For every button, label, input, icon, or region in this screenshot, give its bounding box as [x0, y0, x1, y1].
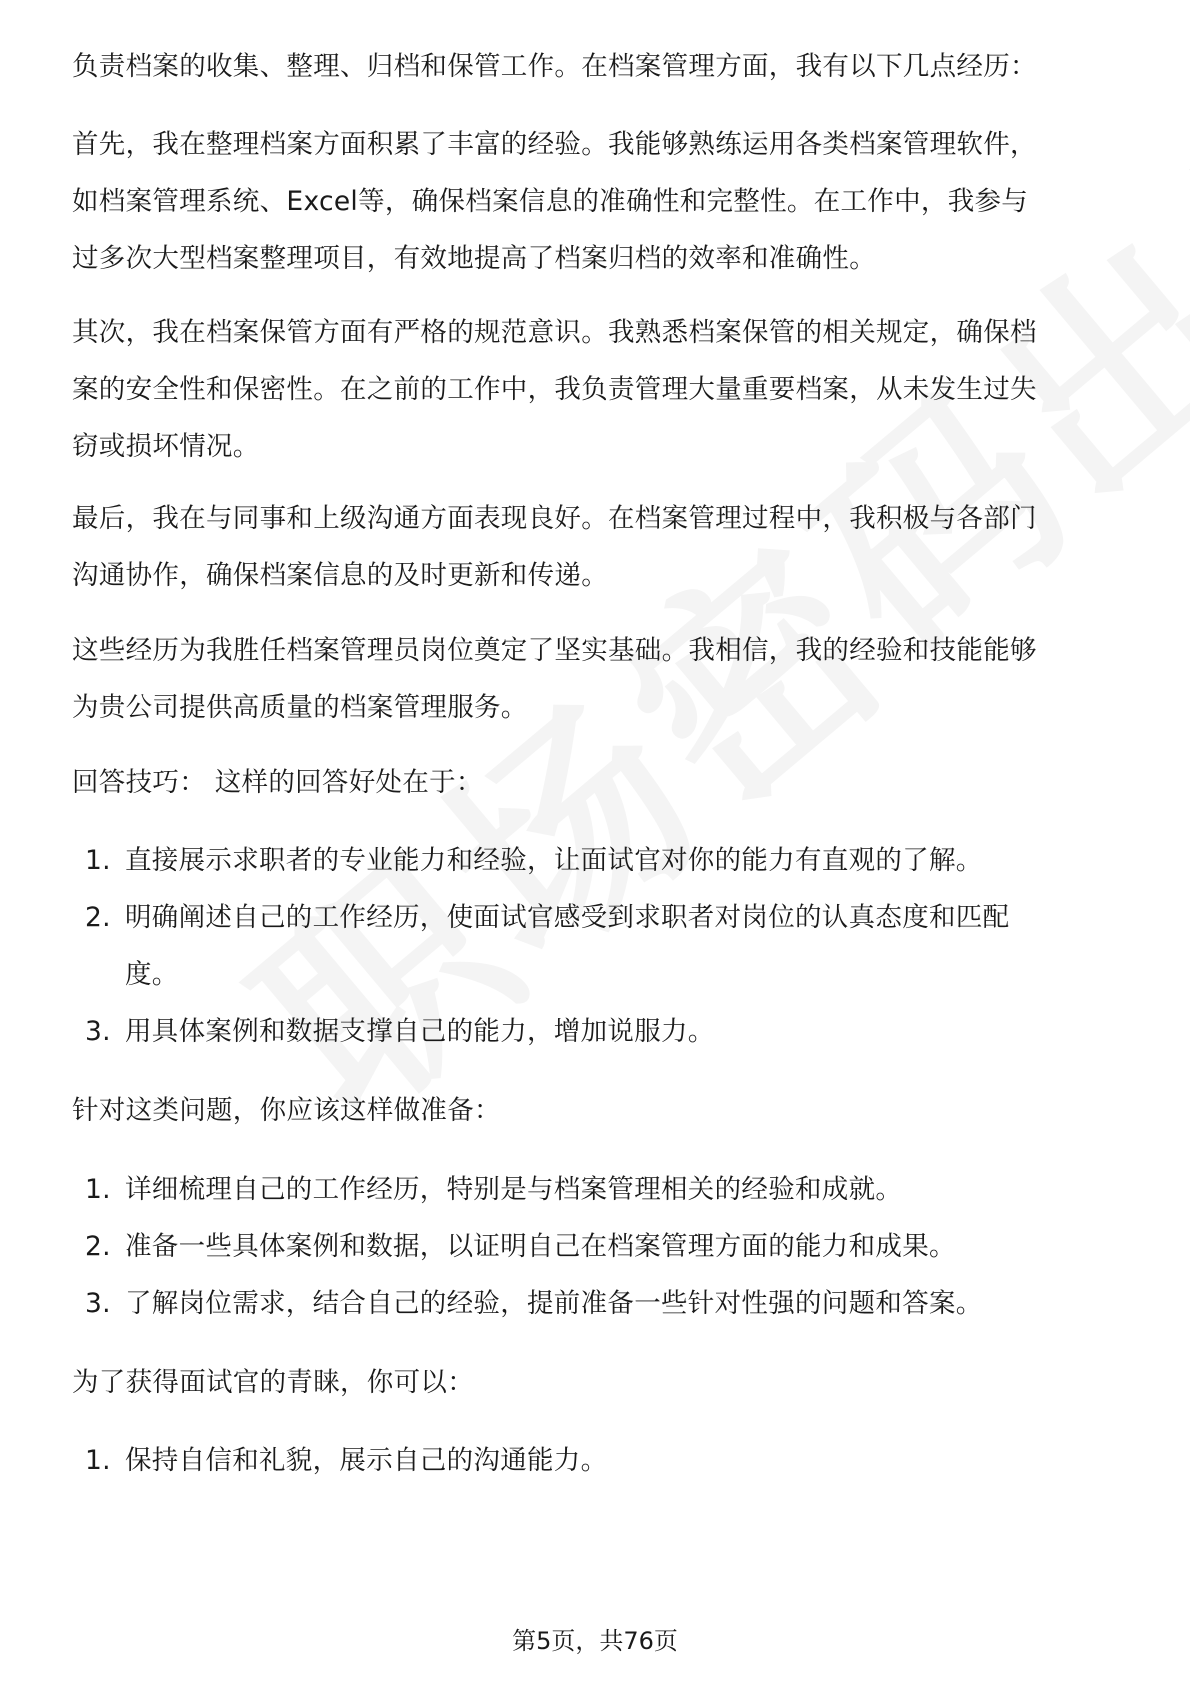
list-item	[85, 1275, 1115, 1332]
text-line: 回答技巧： 这样的回答好处在于：	[72, 767, 483, 798]
list-item	[85, 1161, 1115, 1218]
paragraph-second	[72, 304, 1122, 475]
text-line: 为了获得面试官的青睐，你可以：	[72, 1367, 474, 1398]
text-line: 如档案管理系统、Excel等，确保档案信息的准确性和完整性。在工作中，我参与	[72, 186, 1029, 217]
list-item	[85, 1432, 1115, 1489]
text-line: 针对这类问题，你应该这样做准备：	[72, 1095, 501, 1126]
list-item	[85, 1003, 1115, 1060]
text-line: 负责档案的收集、整理、归档和保管工作。在档案管理方面，我有以下几点经历：	[72, 51, 1037, 82]
text-line: 首先，我在整理档案方面积累了丰富的经验。我能够熟练运用各类档案管理软件，	[72, 129, 1037, 160]
list-item	[85, 1218, 1115, 1275]
list-number: 1.	[85, 1174, 111, 1205]
list-item	[85, 889, 1115, 990]
heading-impress	[72, 1354, 1122, 1411]
text-line: 沟通协作，确保档案信息的及时更新和传递。	[72, 560, 608, 591]
heading-preparation	[72, 1082, 1122, 1139]
list-number: 3.	[85, 1288, 111, 1319]
paragraph-last	[72, 490, 1122, 604]
paragraph-summary	[72, 622, 1122, 736]
list-text: 度。	[125, 959, 179, 990]
list-number: 1.	[85, 845, 111, 876]
list-number: 2.	[85, 902, 111, 933]
list-text: 了解岗位需求，结合自己的经验，提前准备一些针对性强的问题和答案。	[125, 1288, 983, 1319]
paragraph-first	[72, 116, 1122, 287]
list-item	[85, 832, 1115, 889]
list-text: 直接展示求职者的专业能力和经验，让面试官对你的能力有直观的了解。	[125, 845, 983, 876]
heading-answer-tips	[72, 754, 1122, 811]
list-text: 准备一些具体案例和数据，以证明自己在档案管理方面的能力和成果。	[125, 1231, 956, 1262]
text-line: 其次，我在档案保管方面有严格的规范意识。我熟悉档案保管的相关规定，确保档	[72, 317, 1037, 348]
text-line: 过多次大型档案整理项目，有效地提高了档案归档的效率和准确性。	[72, 243, 876, 274]
list-number: 3.	[85, 1016, 111, 1047]
paragraph-intro	[72, 38, 1122, 95]
list-text: 保持自信和礼貌，展示自己的沟通能力。	[125, 1445, 608, 1476]
text-line: 最后，我在与同事和上级沟通方面表现良好。在档案管理过程中，我积极与各部门	[72, 503, 1037, 534]
text-line: 这些经历为我胜任档案管理员岗位奠定了坚实基础。我相信，我的经验和技能能够	[72, 635, 1037, 666]
list-number: 1.	[85, 1445, 111, 1476]
text-line: 窃或损坏情况。	[72, 431, 260, 462]
text-line: 案的安全性和保密性。在之前的工作中，我负责管理大量重要档案，从未发生过失	[72, 374, 1037, 405]
list-text: 明确阐述自己的工作经历，使面试官感受到求职者对岗位的认真态度和匹配	[125, 902, 1010, 933]
list-number: 2.	[85, 1231, 111, 1262]
list-text: 详细梳理自己的工作经历，特别是与档案管理相关的经验和成就。	[125, 1174, 903, 1205]
text-line: 为贵公司提供高质量的档案管理服务。	[72, 692, 528, 723]
page-number: 第5页，共76页	[512, 1627, 678, 1655]
list-text: 用具体案例和数据支撑自己的能力，增加说服力。	[125, 1016, 715, 1047]
